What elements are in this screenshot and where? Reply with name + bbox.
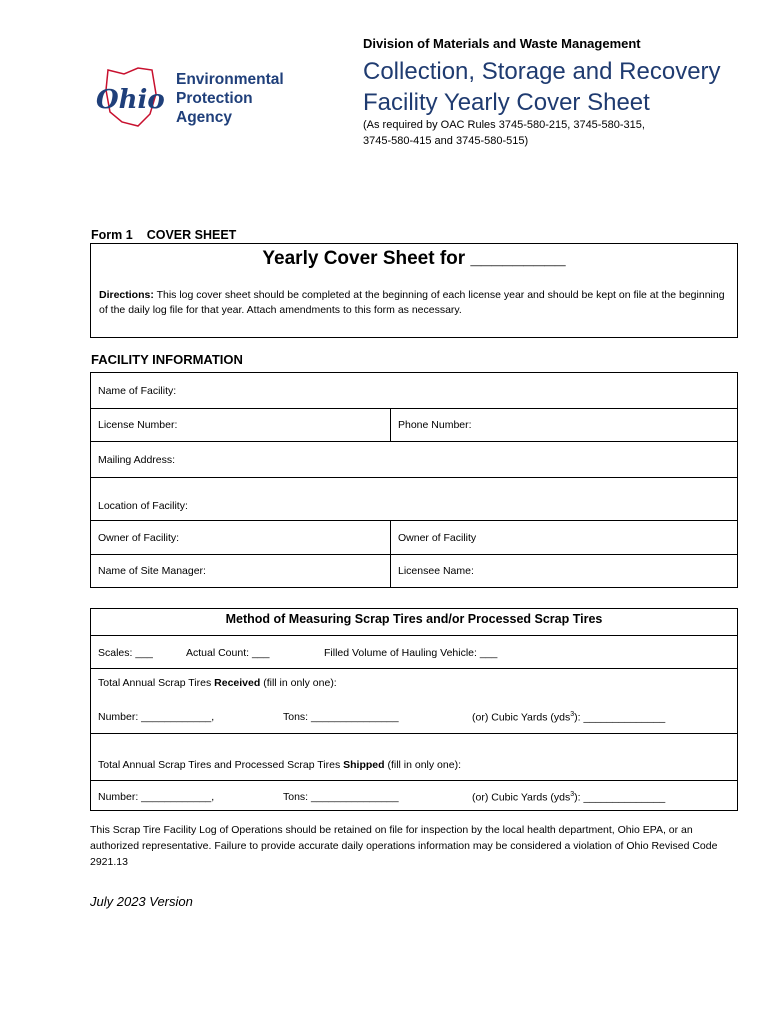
received-fields-row: [98, 711, 730, 727]
ohio-script: Ohio: [96, 85, 165, 115]
title-line2: Facility Yearly Cover Sheet: [363, 89, 650, 116]
location-field[interactable]: Location of Facility:: [91, 478, 738, 521]
method-options-row: [98, 647, 730, 663]
divider: [91, 780, 737, 781]
shipped-fields-row: [98, 791, 730, 807]
license-number-field[interactable]: License Number:: [91, 409, 391, 442]
rules-line1: (As required by OAC Rules 3745-580-215, 3745-580-315,: [363, 119, 645, 131]
site-manager-field[interactable]: Name of Site Manager:: [91, 555, 391, 588]
received-number-field[interactable]: Number: ____________,: [98, 711, 215, 723]
shipped-tons-field[interactable]: Tons: _______________: [283, 791, 399, 803]
shipped-bold: Shipped: [343, 759, 385, 771]
facility-info-table: [90, 372, 738, 588]
cover-box: [90, 243, 738, 338]
ohio-state-outline-icon: [94, 64, 174, 134]
oac-rules-note: [363, 117, 693, 149]
filled-volume-field[interactable]: Filled Volume of Hauling Vehicle: ___: [324, 647, 498, 659]
directions-label: Directions:: [99, 289, 154, 301]
retention-note: This Scrap Tire Facility Log of Operations should be retained on file for inspection by the local health department, Ohio EPA, or an authorized representative. Failure to provide accurate daily operations information may be considered a violation of Ohio Revised Code 2921.13: [90, 824, 718, 868]
divider: [91, 668, 737, 669]
facility-name-field[interactable]: Name of Facility:: [91, 373, 738, 409]
document-title: [363, 56, 721, 118]
received-cubic-yards-field[interactable]: [472, 711, 665, 724]
received-suffix: (fill in only one):: [260, 677, 337, 689]
title-line1: Collection, Storage and Recovery: [363, 58, 721, 85]
agency-name: [176, 70, 284, 127]
received-tons-field[interactable]: Tons: _______________: [283, 711, 399, 723]
ohio-epa-logo: [94, 64, 304, 134]
agency-name-line3: Agency: [176, 109, 232, 126]
actual-count-field[interactable]: Actual Count: ___: [186, 647, 270, 659]
shipped-suffix: (fill in only one):: [384, 759, 461, 771]
division-name: Division of Materials and Waste Management: [363, 36, 641, 51]
shipped-number-field[interactable]: Number: ____________,: [98, 791, 215, 803]
owner-of-facility-field[interactable]: Owner of Facility:: [91, 521, 391, 555]
phone-number-field[interactable]: Phone Number:: [391, 409, 738, 442]
directions: [99, 288, 733, 318]
received-heading: [98, 677, 730, 693]
agency-name-line1: Environmental: [176, 71, 284, 88]
measuring-method-box: [90, 608, 738, 811]
cubic-sup: 3: [570, 791, 575, 798]
cubic-suffix: ): ______________: [574, 791, 666, 804]
owner-of-facility-field-right[interactable]: Owner of Facility: [391, 521, 738, 555]
divider: [91, 635, 737, 636]
shipped-cubic-yards-field[interactable]: [472, 791, 665, 804]
form-label: [91, 228, 236, 242]
cubic-suffix: ): ______________: [574, 711, 666, 724]
scales-field[interactable]: Scales: ___: [98, 647, 153, 659]
received-bold: Received: [214, 677, 261, 689]
mailing-address-field[interactable]: Mailing Address:: [91, 442, 738, 478]
form-number: Form 1: [91, 228, 133, 242]
rules-line2: 3745-580-415 and 3745-580-515): [363, 135, 529, 147]
cover-title: Yearly Cover Sheet for _________: [262, 248, 566, 269]
cubic-sup: 3: [570, 711, 575, 718]
directions-text: This log cover sheet should be completed at the beginning of each license year and should be kept on file at the beginning of the daily log file for that year. Attach amendments to this form as necessary.: [99, 289, 725, 316]
cubic-prefix: (or) Cubic Yards (yds: [472, 791, 571, 804]
shipped-prefix: Total Annual Scrap Tires and Processed Scrap Tires: [98, 759, 344, 771]
form-name: COVER SHEET: [146, 228, 237, 242]
facility-info-heading: FACILITY INFORMATION: [91, 352, 243, 367]
version-label: July 2023 Version: [90, 894, 193, 909]
received-prefix: Total Annual Scrap Tires: [98, 677, 215, 689]
shipped-heading: [98, 759, 730, 775]
agency-name-line2: Protection: [176, 90, 253, 107]
licensee-name-field[interactable]: Licensee Name:: [391, 555, 738, 588]
cubic-prefix: (or) Cubic Yards (yds: [472, 711, 571, 724]
divider: [91, 733, 737, 734]
method-title: Method of Measuring Scrap Tires and/or Processed Scrap Tires: [225, 612, 603, 626]
